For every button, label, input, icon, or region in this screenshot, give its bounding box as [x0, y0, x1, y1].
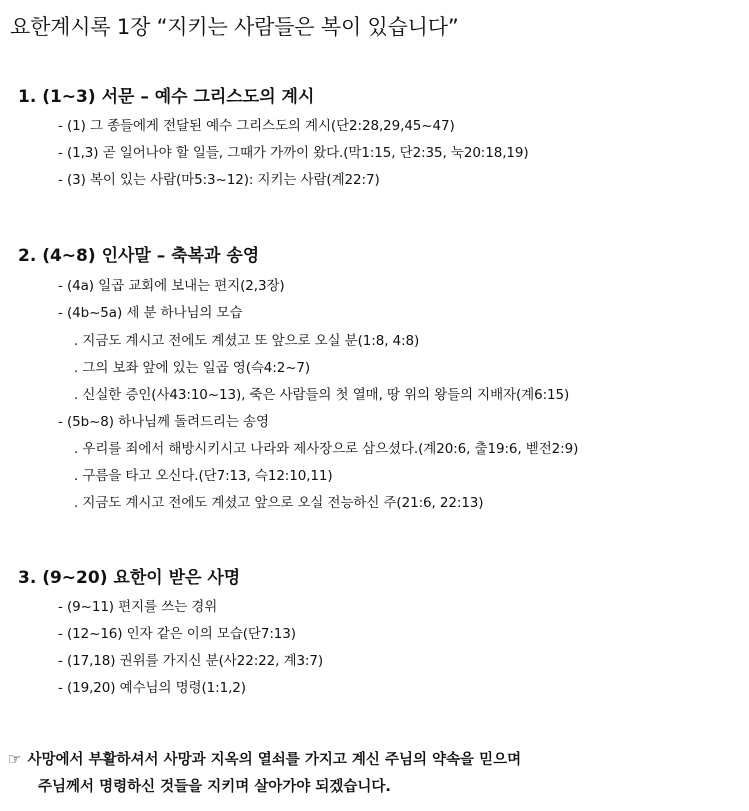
- section-heading-1: 1. (1~3) 서문 – 예수 그리스도의 계시: [18, 87, 315, 107]
- list-item: . 그의 보좌 앞에 있는 일곱 영(슥4:2~7): [74, 360, 311, 376]
- list-item: . 지금도 계시고 전에도 계셨고 앞으로 오실 전능하신 주(21:6, 22:13): [74, 495, 484, 511]
- list-item: . 신실한 증인(사43:10~13), 죽은 사람들의 첫 열매, 땅 위의 왕들의 지배자(계6:15): [74, 387, 570, 403]
- conclusion-line-1: [8, 746, 521, 774]
- list-item: - (12~16) 인자 같은 이의 모습(단7:13): [58, 626, 296, 642]
- list-item: - (9~11) 편지를 쓰는 경위: [58, 599, 218, 615]
- list-item: . 구름을 타고 오신다.(단7:13, 슥12:10,11): [74, 468, 333, 484]
- list-item: - (3) 복이 있는 사람(마5:3~12): 지키는 사람(계22:7): [58, 172, 380, 188]
- list-item: . 지금도 계시고 전에도 계셨고 또 앞으로 오실 분(1:8, 4:8): [74, 333, 420, 349]
- list-item: - (4b~5a) 세 분 하나님의 모습: [58, 305, 243, 321]
- list-item: - (4a) 일곱 교회에 보내는 편지(2,3장): [58, 278, 285, 294]
- list-item: - (5b~8) 하나님께 돌려드리는 송영: [58, 414, 269, 430]
- list-item: - (1,3) 곧 일어나야 할 일들, 그때가 가까이 왔다.(막1:15, 단2:35, 눅20:18,19): [58, 145, 529, 161]
- list-item: . 우리를 죄에서 해방시키시고 나라와 제사장으로 삼으셨다.(계20:6, 출19:6, 벧전2:9): [74, 441, 579, 457]
- conclusion: [8, 746, 521, 801]
- list-item: - (1) 그 종들에게 전달된 예수 그리스도의 계시(단2:28,29,45~47): [58, 118, 455, 134]
- conclusion-line-2: 주님께서 명령하신 것들을 지키며 살아가야 되겠습니다.: [38, 779, 391, 795]
- conclusion-text-1: 사망에서 부활하셔서 사망과 지옥의 열쇠를 가지고 계신 주님의 약속을 믿으며: [27, 752, 522, 768]
- section-heading-3: 3. (9~20) 요한이 받은 사명: [18, 568, 241, 588]
- list-item: - (17,18) 권위를 가지신 분(사22:22, 계3:7): [58, 653, 324, 669]
- page-title: 요한계시록 1장 “지키는 사람들은 복이 있습니다”: [10, 15, 459, 39]
- list-item: - (19,20) 예수님의 명령(1:1,2): [58, 680, 246, 696]
- pointing-hand-icon: ☞: [8, 750, 22, 768]
- section-heading-2: 2. (4~8) 인사말 – 축복과 송영: [18, 246, 260, 266]
